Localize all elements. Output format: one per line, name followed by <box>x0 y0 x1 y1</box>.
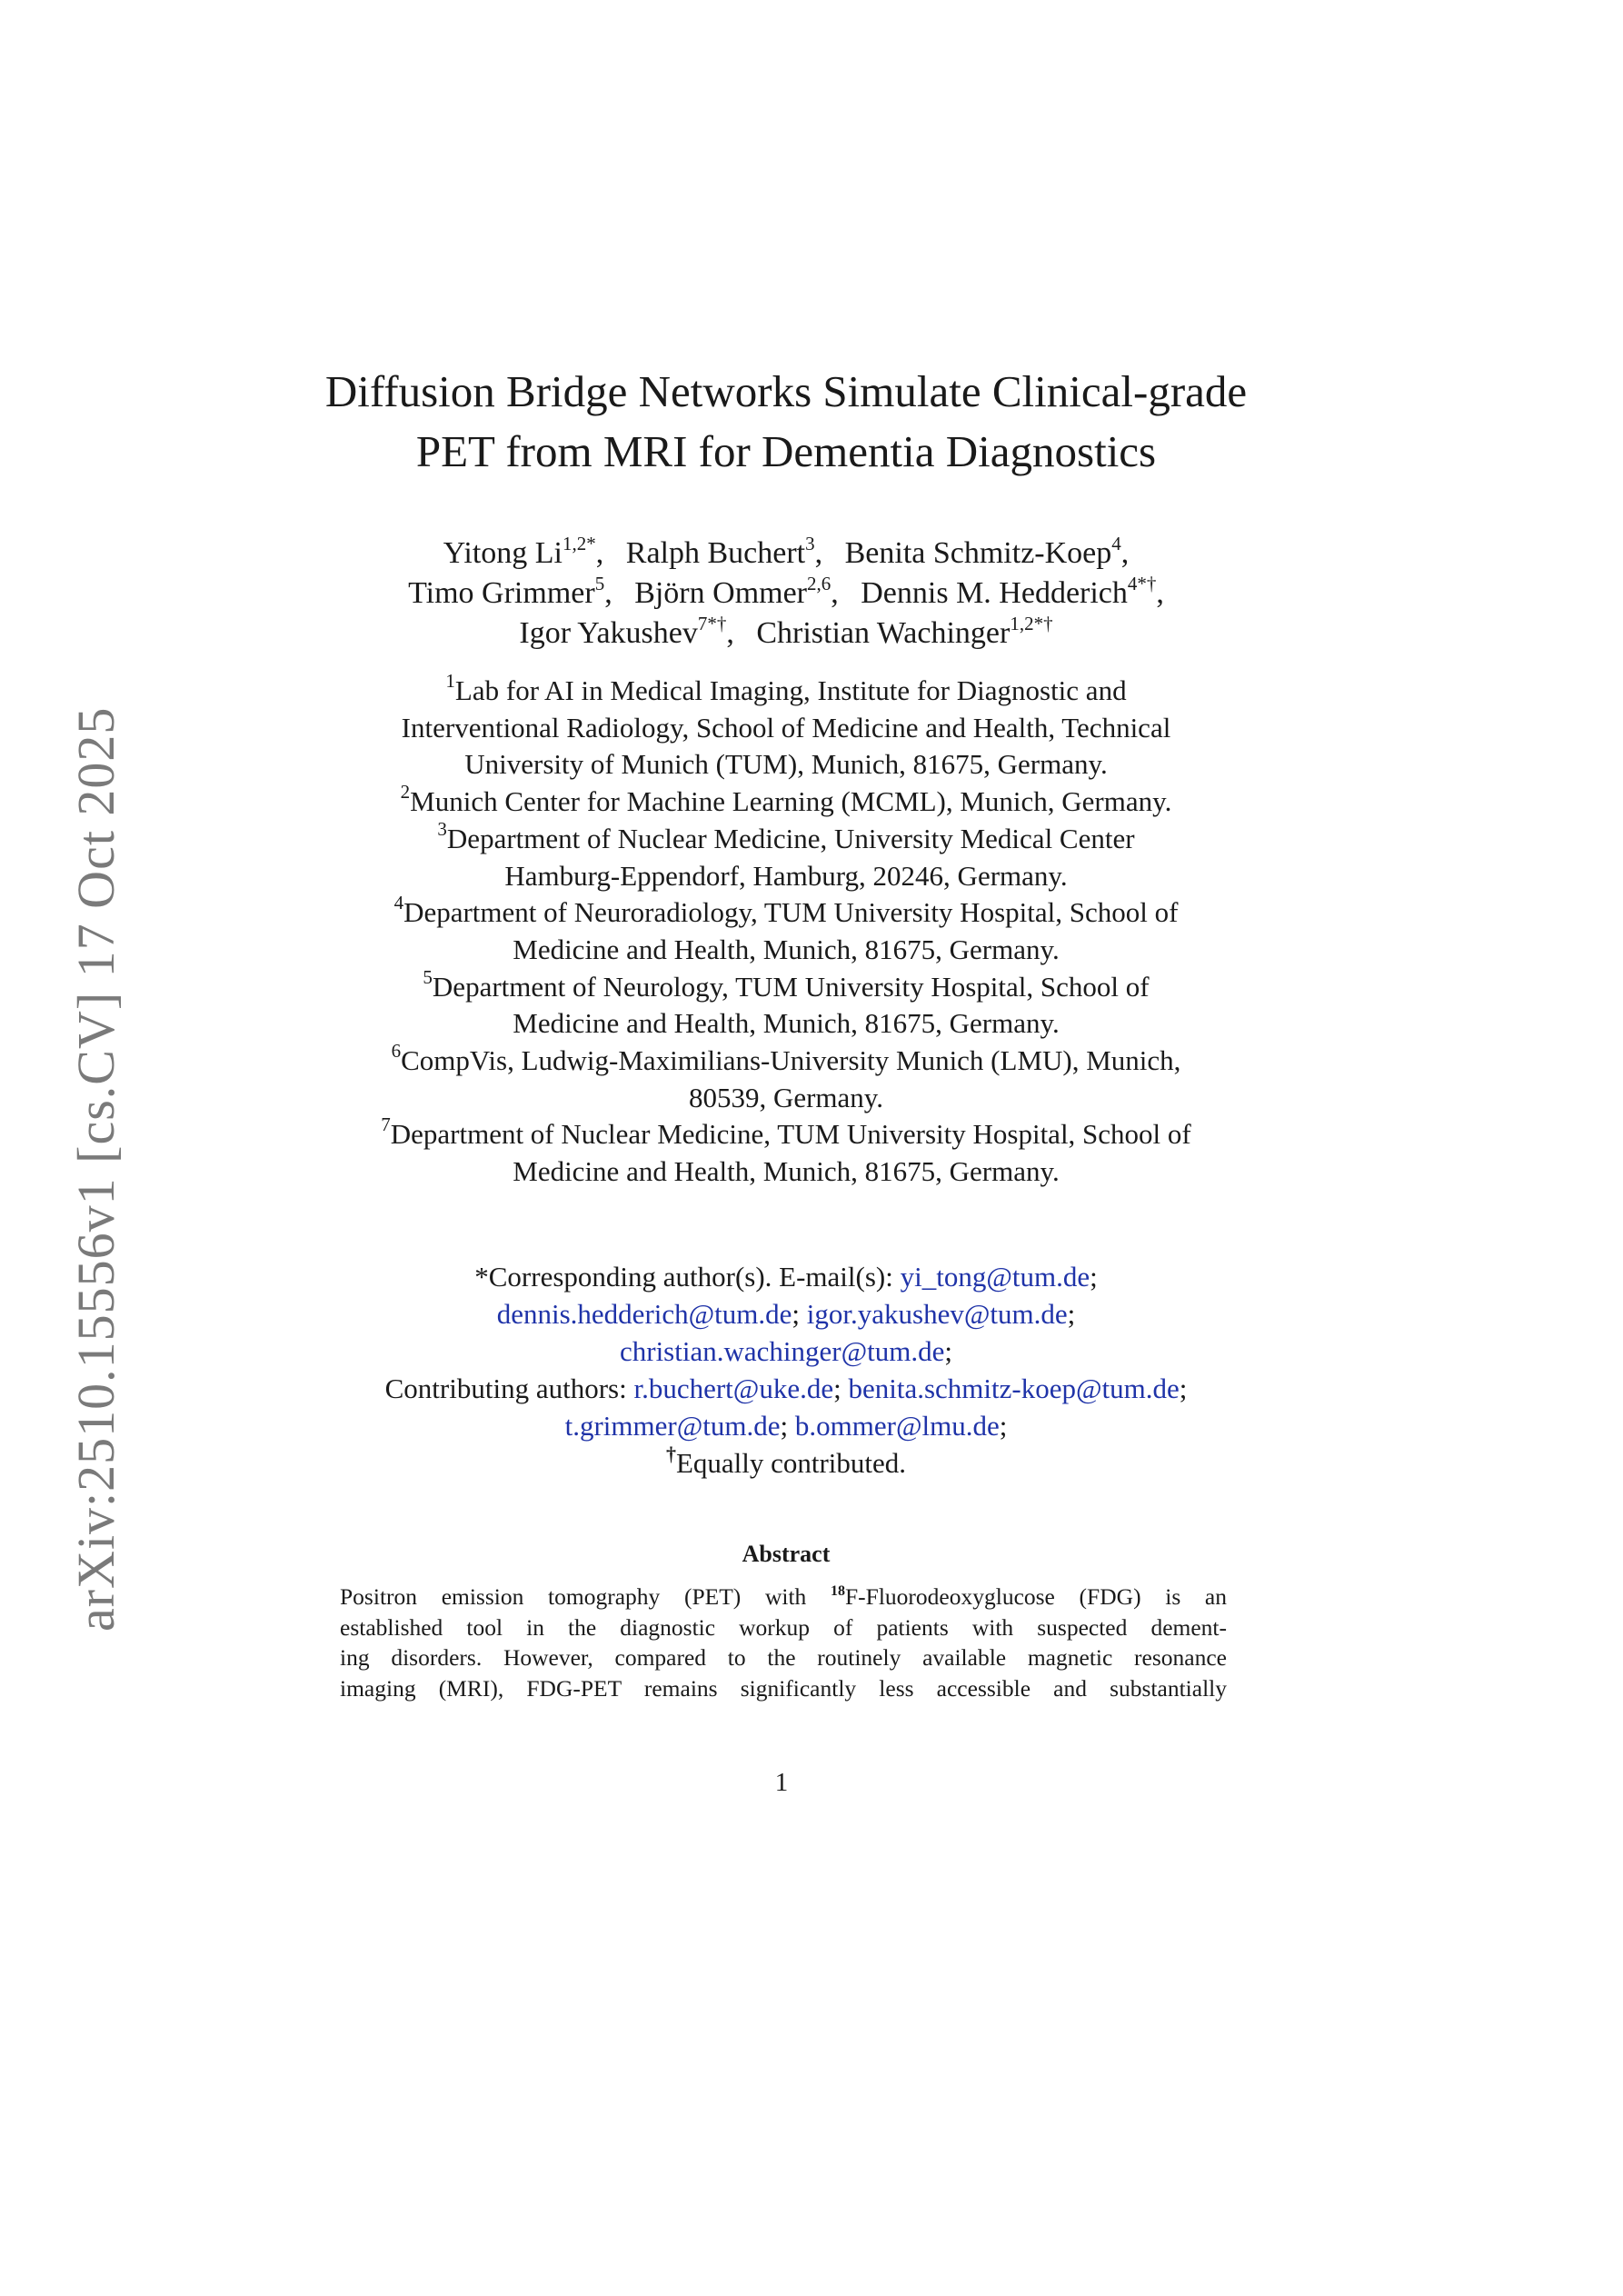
affiliation-6-line-1: $^6$CompVis, Ludwig-Maximilians-University Munich (LMU), Munich, <box>391 1040 1181 1077</box>
affiliation-number: 7 <box>381 1113 391 1136</box>
author-name: Timo Grimmer <box>408 576 595 610</box>
affiliation-list <box>291 670 1281 1191</box>
author-separator: , <box>831 576 839 610</box>
affiliation-3-line-2: Hamburg-Eppendorf, Hamburg, 20246, Germany. <box>504 859 1068 892</box>
affiliation-number: 1 <box>445 670 455 692</box>
author-separator: , <box>814 536 823 570</box>
author-affiliation-sup: 5 <box>594 573 605 594</box>
affiliation-1-line-2: Interventional Radiology, School of Medicine and Health, Technical <box>401 711 1171 744</box>
affiliation-7-line-2: Medicine and Health, Munich, 81675, Germany. <box>513 1155 1060 1188</box>
arxiv-identifier-stamp: arXiv:2510.15556v1 [cs.CV] 17 Oct 2025 <box>66 706 125 1632</box>
contributing-line-2: t.grimmer@tum.de; b.ommer@lmu.de; <box>564 1410 1008 1442</box>
affiliation-2-line-1: $^2$Munich Center for Machine Learning (MCML), Munich, Germany. <box>400 781 1172 818</box>
paper-title <box>236 362 1336 482</box>
affiliation-7-line-1: $^7$Department of Nuclear Medicine, TUM University Hospital, School of <box>381 1113 1191 1151</box>
author-affiliation-sup: 7*† <box>697 613 727 634</box>
author-affiliation-sup: 1,2* <box>563 533 596 554</box>
affiliation-number: 4 <box>393 892 404 914</box>
contributing-line-1: Contributing authors: r.buchert@uke.de; benita.schmitz-koep@tum.de; <box>384 1373 1188 1404</box>
dagger-symbol: † <box>665 1442 676 1465</box>
abstract-line-3: ing disorders. However, compared to the routinely available magnetic resonance <box>340 1644 1227 1671</box>
email-link[interactable]: r.buchert@uke.de <box>633 1373 834 1404</box>
affiliation-number: 6 <box>391 1040 402 1063</box>
contact-block <box>291 1258 1281 1482</box>
correspondence-line-1: *Corresponding author(s). E-mail(s): yi_tong@tum.de; <box>474 1261 1098 1293</box>
affiliation-3-line-1: $^3$Department of Nuclear Medicine, University Medical Center <box>437 817 1135 854</box>
author-separator: , <box>595 536 604 570</box>
author-name: Björn Ommer <box>634 576 807 610</box>
author-affiliation-sup: 3 <box>805 533 815 554</box>
page-number: 1 <box>774 1768 789 1797</box>
email-link[interactable]: b.ommer@lmu.de <box>794 1410 1000 1442</box>
correspondence-label: *Corresponding author(s). E-mail(s): <box>474 1261 893 1293</box>
author-line-2 <box>273 574 1299 614</box>
email-link[interactable]: yi_tong@tum.de <box>900 1261 1090 1293</box>
abstract-line-2: established tool in the diagnostic workup of patients with suspected dement- <box>340 1613 1227 1641</box>
title-line-2: PET from MRI for Dementia Diagnostics <box>415 426 1157 476</box>
author-separator: , <box>1156 576 1164 610</box>
author-name: Ralph Buchert <box>625 536 806 570</box>
title-line-1: Diffusion Bridge Networks Simulate Clinical-grade <box>324 366 1248 416</box>
abstract-body <box>340 1582 1227 1703</box>
contributing-label: Contributing authors: <box>384 1373 627 1404</box>
affiliation-5-line-2: Medicine and Health, Munich, 81675, Germany. <box>513 1007 1060 1040</box>
email-link[interactable]: t.grimmer@tum.de <box>564 1410 781 1442</box>
affiliation-6-line-2: 80539, Germany. <box>688 1081 884 1113</box>
affiliation-number: 5 <box>423 965 433 988</box>
isotope-superscript: 18 <box>830 1583 845 1599</box>
author-affiliation-sup: 1,2*† <box>1010 613 1053 634</box>
correspondence-line-3: christian.wachinger@tum.de; <box>619 1335 952 1367</box>
author-affiliation-sup: 2,6 <box>807 573 831 594</box>
author-name: Igor Yakushev <box>519 616 698 650</box>
author-name: Yitong Li <box>443 536 563 570</box>
author-separator: , <box>1120 536 1130 570</box>
author-name: Benita Schmitz-Koep <box>844 536 1112 570</box>
equal-contribution-note: †Equally contributed. <box>665 1442 907 1479</box>
author-name: Christian Wachinger <box>756 616 1011 650</box>
correspondence-line-2: dennis.hedderich@tum.de; igor.yakushev@tum.de; <box>496 1298 1076 1330</box>
affiliation-number: 2 <box>400 781 411 804</box>
email-link[interactable]: christian.wachinger@tum.de <box>619 1335 945 1367</box>
author-line-1 <box>273 534 1299 574</box>
affiliation-5-line-1: $^5$Department of Neurology, TUM University Hospital, School of <box>423 965 1150 1003</box>
author-name: Dennis M. Hedderich <box>861 576 1128 610</box>
author-separator: , <box>604 576 612 610</box>
affiliation-4-line-1: $^4$Department of Neuroradiology, TUM University Hospital, School of <box>393 892 1179 929</box>
author-affiliation-sup: 4 <box>1111 533 1121 554</box>
abstract-line-1: Positron emission tomography (PET) with $^{18}$F-Fluorodeoxyglucose (FDG) is an <box>340 1583 1227 1610</box>
abstract-heading: Abstract <box>742 1541 831 1567</box>
affiliation-number: 3 <box>437 817 447 840</box>
email-link[interactable]: dennis.hedderich@tum.de <box>496 1298 792 1330</box>
author-separator: , <box>726 616 734 650</box>
abstract-line-4: imaging (MRI), FDG-PET remains significantly less accessible and substantially <box>340 1674 1227 1702</box>
email-link[interactable]: igor.yakushev@tum.de <box>806 1298 1068 1330</box>
author-affiliation-sup: 4*† <box>1127 573 1157 594</box>
affiliation-1-line-1: $^1$Lab for AI in Medical Imaging, Institute for Diagnostic and <box>445 670 1127 706</box>
author-list <box>273 534 1299 654</box>
affiliation-4-line-2: Medicine and Health, Munich, 81675, Germany. <box>513 933 1060 965</box>
affiliation-1-line-3: University of Munich (TUM), Munich, 81675, Germany. <box>464 748 1108 781</box>
email-link[interactable]: benita.schmitz-koep@tum.de <box>848 1373 1180 1404</box>
author-line-3 <box>273 614 1299 654</box>
